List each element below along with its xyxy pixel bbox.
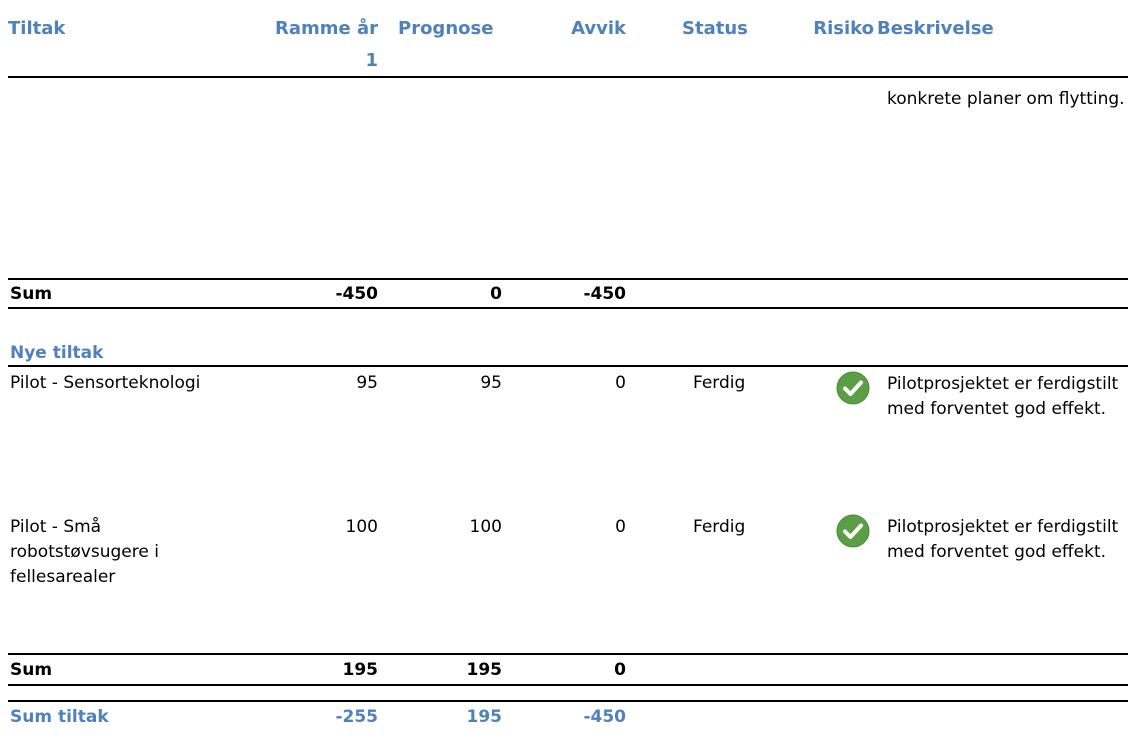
row2-avvik: 0 [615, 517, 626, 537]
sum1-ramme: -450 [335, 284, 378, 304]
sum1-top-divider [8, 278, 1128, 280]
sum-tiltak-prognose: 195 [466, 707, 502, 727]
row1-prognose: 95 [480, 373, 502, 393]
col-header-avvik: Avvik [571, 18, 626, 39]
sum1-label: Sum [10, 284, 53, 304]
row2-ramme: 100 [345, 517, 378, 537]
sum2-top-divider [8, 653, 1128, 655]
row1-avvik: 0 [615, 373, 626, 393]
col-header-ramme-line2: 1 [365, 50, 378, 71]
sum-tiltak-avvik: -450 [583, 707, 626, 727]
continued-description: konkrete planer om flytting. [887, 89, 1125, 109]
row1-tiltak: Pilot - Sensorteknologi [10, 373, 201, 393]
sum1-bottom-divider [8, 307, 1128, 309]
sum2-avvik: 0 [614, 660, 626, 680]
sum2-ramme: 195 [342, 660, 378, 680]
section-title-nye-tiltak: Nye tiltak [10, 343, 104, 363]
sum1-avvik: -450 [583, 284, 626, 304]
col-header-status: Status [682, 18, 748, 39]
col-header-risiko: Risiko [813, 18, 874, 39]
check-circle-icon [836, 371, 870, 405]
sum2-label: Sum [10, 660, 53, 680]
row2-prognose: 100 [469, 517, 502, 537]
header-divider [8, 76, 1128, 78]
sum-tiltak-label: Sum tiltak [10, 707, 109, 727]
col-header-ramme: Ramme år [274, 18, 378, 39]
sum2-prognose: 195 [466, 660, 502, 680]
row1-status: Ferdig [693, 373, 746, 393]
sum-tiltak-top-divider [8, 700, 1128, 702]
col-header-beskrivelse: Beskrivelse [877, 18, 994, 39]
row1-beskrivelse: Pilotprosjektet er ferdigstilt med forventet god effekt. [887, 374, 1119, 419]
row2-beskrivelse: Pilotprosjektet er ferdigstilt med forventet god effekt. [887, 517, 1119, 562]
row1-ramme: 95 [356, 373, 378, 393]
col-header-tiltak: Tiltak [8, 18, 66, 39]
check-circle-icon [836, 514, 870, 548]
sum2-bottom-divider [8, 684, 1128, 686]
col-header-prognose: Prognose [398, 18, 494, 39]
sum-tiltak-ramme: -255 [335, 707, 378, 727]
row2-tiltak: Pilot - Små robotstøvsugere i fellesarealer [10, 517, 159, 587]
sum1-prognose: 0 [490, 284, 502, 304]
section-divider [8, 365, 1128, 367]
row2-status: Ferdig [693, 517, 746, 537]
